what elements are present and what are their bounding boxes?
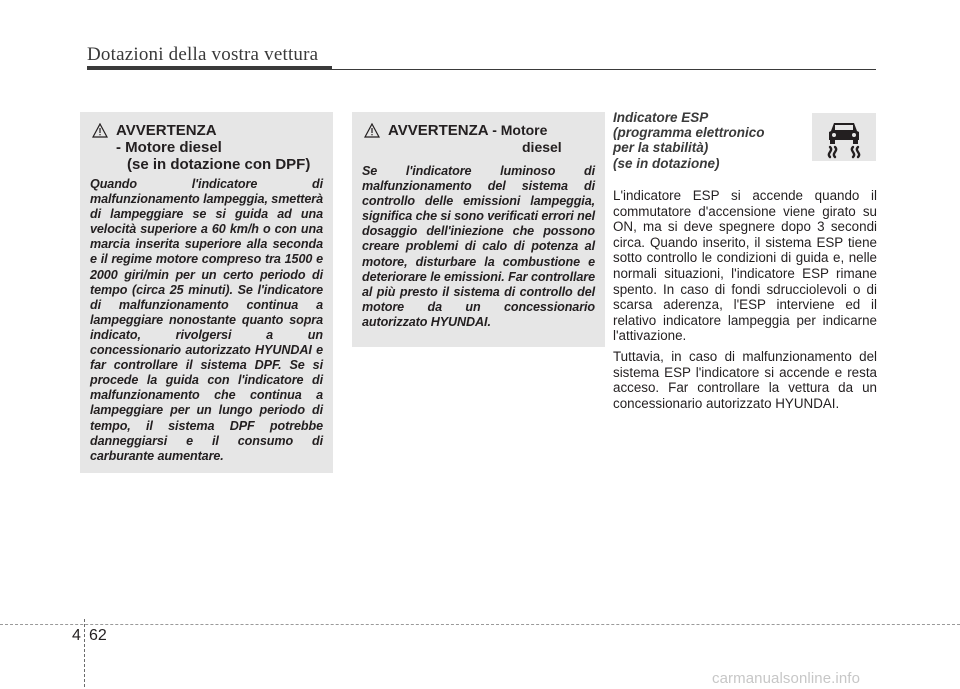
warning-heading-suffix: - Motore — [492, 122, 548, 138]
warning-triangle-icon — [364, 123, 380, 138]
warning-body-text: Quando l'indicatore di malfunzionamento lampeggia, smetterà di lampeggiare se si guida ad una velocità superiore a 60 km/h o con una marcia inserita superiore alla seconda e il regime motore compreso tra 1500 e 2000 giri/min per un certo periodo di tempo (circa 25 minuti). Se l'indicatore di malfunzionamento continua a lampeggiare nonostante quanto sopra indicato, rivolgersi a un concessionario autorizzato HYUNDAI e far controllare il sistema DPF. Se si procede la guida con l'indicatore di malfunzionamento che continua a lampeggiare per un lungo periodo di tempo, il sistema DPF potrebbe danneggiarsi e il consumo di carburante aumentare. — [90, 177, 323, 463]
warning-box-emissions — [352, 112, 605, 347]
watermark-text: carmanualsonline.info — [712, 670, 861, 687]
warning-subheading-2: (se in dotazione con DPF) — [127, 156, 311, 173]
esp-paragraph-1: L'indicatore ESP si accende quando il commutatore d'accensione viene girato su ON, ma si deve spegnere dopo 3 secondi circa. Quando inserito, il sistema ESP tiene sotto controllo le condizioni di guida e, nelle normali situazioni, l'indicatore ESP rimane spento. In caso di fondi sdrucciolevoli o di scarsa aderenza, l'ESP interviene ed il relativo indicatore lampeggia per indicarne l'attivazione. — [613, 188, 877, 344]
warning-heading-label: AVVERTENZA — [116, 122, 217, 139]
warning-body-text: Se l'indicatore luminoso di malfunzionamento del sistema di controllo delle emissioni lampeggia, significa che si sono verificati errori nel dosaggio dell'iniezione che possono creare problemi di calo di potenza al motore, disturbare la combustione e deteriorare le emissioni. Far controllare al più presto il sistema di controllo del motore da un concessionario autorizzato HYUNDAI. — [362, 164, 595, 329]
footer-divider-vertical — [84, 619, 85, 687]
page-header-title: Dotazioni della vostra vettura — [87, 44, 319, 65]
warning-subheading-1: - Motore diesel — [116, 139, 222, 156]
esp-icon-panel — [812, 113, 876, 161]
warning-heading — [90, 122, 323, 173]
footer-divider-horizontal — [0, 624, 960, 625]
warning-heading-suffix-2: diesel — [522, 139, 562, 155]
esp-title-line-3: per la stabilità) — [613, 140, 709, 156]
header-rule-thin — [332, 69, 876, 70]
warning-triangle-icon — [92, 123, 108, 138]
warning-heading-label: AVVERTENZA — [388, 122, 489, 139]
page-number: 62 — [89, 627, 107, 644]
warning-heading — [362, 122, 595, 156]
esp-title-line-4: (se in dotazione) — [613, 155, 720, 171]
esp-paragraph-2: Tuttavia, in caso di malfunzionamento del sistema ESP l'indicatore si accende e resta acceso. Far controllare la vettura da un concessionario autorizzato HYUNDAI. — [613, 348, 877, 411]
warning-box-diesel-dpf — [80, 112, 333, 473]
esp-skidding-car-icon — [812, 113, 876, 161]
esp-title-line-1: Indicatore ESP — [613, 110, 709, 125]
chapter-number: 4 — [72, 627, 81, 644]
header-rule-thick — [87, 66, 332, 70]
esp-description — [613, 188, 877, 416]
esp-title-line-2: (programma elettronico — [613, 125, 765, 141]
esp-indicator-title — [613, 110, 813, 171]
